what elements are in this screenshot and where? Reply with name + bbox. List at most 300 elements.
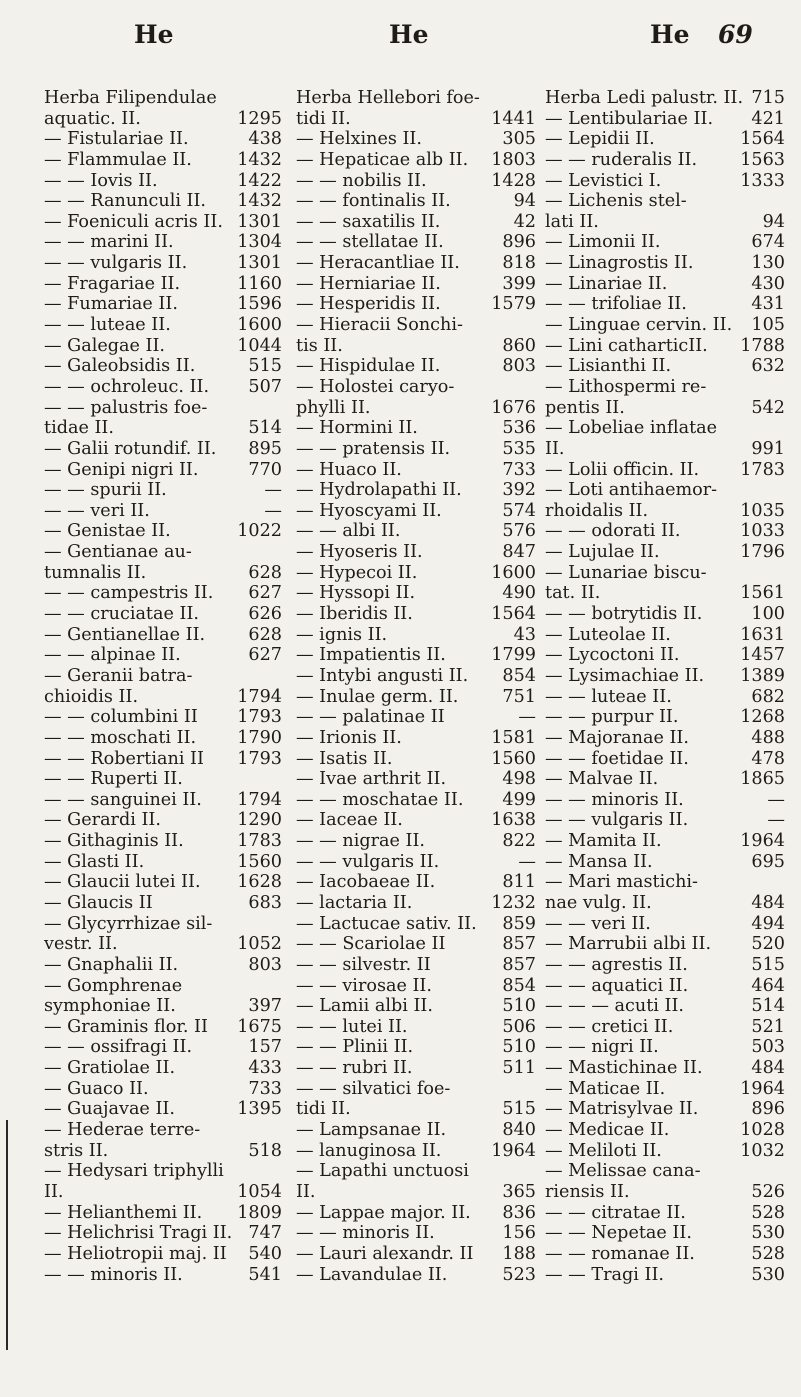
entry-page-ref: —	[767, 789, 785, 810]
entry-page-ref: —	[264, 500, 282, 521]
entry-page-ref: 530	[751, 1264, 785, 1285]
entry-page-ref: 840	[502, 1120, 536, 1141]
index-entry	[296, 872, 536, 893]
entry-name: Herba Ledi palustr. II.	[545, 88, 744, 108]
index-entry	[545, 315, 785, 336]
index-entry	[545, 852, 785, 873]
entry-page-ref: 490	[502, 583, 536, 604]
entry-page-ref: 632	[751, 356, 785, 377]
entry-page-ref: 695	[751, 851, 785, 872]
index-entry	[44, 976, 282, 997]
entry-page-ref: 747	[248, 1223, 282, 1244]
entry-name: — Limonii II.	[545, 232, 661, 253]
entry-name: — — odorati II.	[545, 521, 681, 542]
page-number: 69	[718, 20, 753, 49]
entry-name: — Gnaphalii II.	[44, 954, 179, 975]
index-entry	[44, 232, 282, 253]
entry-name: — Hedysari triphylli	[44, 1161, 224, 1182]
index-entry	[296, 893, 536, 914]
index-entry	[296, 480, 536, 501]
entry-name: — Meliloti II.	[545, 1140, 662, 1161]
index-entry	[545, 1017, 785, 1038]
index-entry	[296, 418, 536, 439]
entry-name: — — ossifragi II.	[44, 1037, 193, 1058]
entry-name: — Inulae germ. II.	[296, 686, 459, 707]
index-entry	[545, 1099, 785, 1120]
index-entry	[296, 1161, 536, 1182]
index-entry	[296, 294, 536, 315]
index-entry	[44, 914, 282, 935]
entry-name: — — spurii II.	[44, 480, 167, 501]
entry-name: chioidis II.	[44, 686, 139, 707]
entry-page-ref: 1389	[740, 665, 785, 686]
entry-name: — Helxines II.	[296, 129, 422, 150]
entry-page-ref: 488	[751, 727, 785, 748]
entry-name: — Malvae II.	[545, 769, 659, 790]
entry-page-ref: 1301	[237, 253, 282, 274]
entry-name: — Ivae arthrit II.	[296, 769, 447, 790]
entry-page-ref: 1563	[740, 149, 785, 170]
entry-name: — — palustris foe-	[44, 397, 208, 418]
entry-name: — Matrisylvae II.	[545, 1099, 699, 1120]
index-entry	[44, 769, 282, 790]
index-entry	[545, 542, 785, 563]
entry-name: — Lysimachiae II.	[545, 665, 705, 686]
entry-name: — — nigri II.	[545, 1037, 659, 1058]
entry-name: — — rubri II.	[296, 1058, 413, 1079]
index-entry	[545, 439, 785, 460]
index-entry	[296, 604, 536, 625]
entry-name: — lanuginosa II.	[296, 1140, 442, 1161]
index-entry	[545, 604, 785, 625]
entry-page-ref: 518	[248, 1140, 282, 1161]
entry-page-ref: 1783	[237, 831, 282, 852]
entry-page-ref: 857	[502, 934, 536, 955]
entry-name: — — silvestr. II	[296, 954, 431, 975]
index-entry	[44, 129, 282, 150]
entry-name: — Huaco II.	[296, 459, 402, 480]
index-entry	[44, 418, 282, 439]
index-entry	[44, 749, 282, 770]
entry-name: — — sanguinei II.	[44, 789, 202, 810]
entry-name: — Helichrisi Tragi II.	[44, 1223, 233, 1244]
entry-page-ref: 100	[751, 604, 785, 625]
entry-name: — Flammulae II.	[44, 149, 192, 170]
entry-page-ref: 860	[502, 335, 536, 356]
entry-page-ref: 526	[751, 1181, 785, 1202]
index-entry	[44, 645, 282, 666]
entry-page-ref: 510	[502, 996, 536, 1017]
entry-page-ref: 392	[502, 480, 536, 501]
entry-name: — — Ranunculi II.	[44, 191, 207, 212]
entry-page-ref: 854	[502, 665, 536, 686]
entry-name: — Fragariae II.	[44, 273, 181, 294]
index-entry	[545, 934, 785, 955]
index-entry	[296, 563, 536, 584]
entry-page-ref: 506	[502, 1016, 536, 1037]
index-entry	[44, 728, 282, 749]
index-entry	[545, 996, 785, 1017]
index-entry	[545, 191, 785, 212]
entry-name: — Majoranae II.	[545, 727, 689, 748]
index-entry	[44, 88, 282, 109]
entry-name: — — cruciatae II.	[44, 604, 199, 625]
entry-page-ref: 626	[248, 604, 282, 625]
entry-name: — Irionis II.	[296, 727, 402, 748]
entry-name: — Heracantliae II.	[296, 253, 460, 274]
index-entry	[545, 88, 785, 109]
entry-page-ref: 836	[502, 1202, 536, 1223]
entry-page-ref: 305	[502, 129, 536, 150]
index-entry	[545, 1058, 785, 1079]
index-entry	[296, 1265, 536, 1286]
header-middle-guide: He	[389, 20, 429, 49]
entry-name: — Mastichinae II.	[545, 1058, 703, 1079]
entry-name: — Iberidis II.	[296, 604, 413, 625]
entry-page-ref: 715	[751, 88, 785, 108]
index-entry	[545, 1037, 785, 1058]
entry-page-ref: 514	[751, 996, 785, 1017]
entry-page-ref: 1035	[740, 500, 785, 521]
entry-name: phylli II.	[296, 397, 371, 418]
index-entry	[44, 191, 282, 212]
entry-page-ref: 397	[248, 996, 282, 1017]
entry-page-ref: 514	[248, 418, 282, 439]
index-entry	[44, 212, 282, 233]
index-entry	[44, 996, 282, 1017]
index-column-left	[44, 88, 282, 1285]
index-entry	[296, 1244, 536, 1265]
index-entry	[44, 583, 282, 604]
entry-name: — Lycoctoni II.	[545, 645, 680, 666]
entry-name: — Isatis II.	[296, 748, 393, 769]
index-entry	[44, 1120, 282, 1141]
index-entry	[44, 439, 282, 460]
entry-page-ref: 421	[751, 108, 785, 129]
entry-page-ref: 628	[248, 562, 282, 583]
index-entry	[44, 501, 282, 522]
index-entry	[545, 790, 785, 811]
entry-page-ref: 1581	[491, 727, 536, 748]
entry-name: II.	[44, 1181, 64, 1202]
entry-name: — — saxatilis II.	[296, 211, 441, 232]
entry-name: — — ochroleuc. II.	[44, 376, 210, 397]
entry-name: — Hepaticae alb II.	[296, 149, 469, 170]
entry-name: — Holostei caryo-	[296, 376, 455, 397]
index-entry	[44, 521, 282, 542]
entry-page-ref: 1052	[237, 934, 282, 955]
entry-page-ref: 1564	[740, 129, 785, 150]
entry-page-ref: 991	[751, 438, 785, 459]
entry-name: nae vulg. II.	[545, 892, 652, 913]
index-entry	[545, 583, 785, 604]
entry-page-ref: 1600	[491, 562, 536, 583]
index-entry	[545, 687, 785, 708]
index-entry	[44, 294, 282, 315]
entry-name: — Linagrostis II.	[545, 253, 694, 274]
index-entry	[44, 955, 282, 976]
index-entry	[44, 377, 282, 398]
index-entry	[545, 129, 785, 150]
index-entry	[296, 315, 536, 336]
entry-page-ref: 530	[751, 1223, 785, 1244]
entry-name: — Lujulae II.	[545, 542, 660, 563]
entry-name: — Hyoscyami II.	[296, 500, 442, 521]
entry-page-ref: 895	[248, 438, 282, 459]
entry-page-ref: 431	[751, 294, 785, 315]
index-entry	[545, 1265, 785, 1286]
index-entry	[44, 274, 282, 295]
entry-name: — Lichenis stel-	[545, 191, 687, 212]
entry-page-ref: 520	[751, 934, 785, 955]
index-entry	[296, 934, 536, 955]
entry-page-ref: 433	[248, 1058, 282, 1079]
entry-name: — — foetidae II.	[545, 748, 689, 769]
index-entry	[44, 1182, 282, 1203]
entry-name: — Mansa II.	[545, 851, 653, 872]
running-header	[0, 20, 801, 60]
entry-page-ref: 1796	[740, 542, 785, 563]
entry-page-ref: 188	[502, 1243, 536, 1264]
entry-name: — — Scariolae II	[296, 934, 446, 955]
index-entry	[296, 398, 536, 419]
index-entry	[296, 1182, 536, 1203]
index-entry	[296, 88, 536, 109]
entry-page-ref: —	[767, 810, 785, 831]
entry-page-ref: 515	[502, 1099, 536, 1120]
entry-page-ref: 1560	[491, 748, 536, 769]
index-entry	[44, 460, 282, 481]
entry-name: II.	[545, 438, 565, 459]
entry-name: — — moschatae II.	[296, 789, 464, 810]
entry-name: — Melissae cana-	[545, 1161, 701, 1182]
index-entry	[545, 893, 785, 914]
entry-page-ref: 1793	[237, 748, 282, 769]
entry-page-ref: 811	[502, 872, 536, 893]
entry-name: — — campestris II.	[44, 583, 214, 604]
index-entry	[545, 418, 785, 439]
entry-name: — — botrytidis II.	[545, 604, 703, 625]
entry-name: — — purpur II.	[545, 707, 679, 728]
index-entry	[296, 1223, 536, 1244]
entry-name: — — stellatae II.	[296, 232, 444, 253]
index-entry	[296, 996, 536, 1017]
entry-page-ref: 494	[751, 913, 785, 934]
index-entry	[44, 253, 282, 274]
entry-name: — Lithospermi re-	[545, 376, 707, 397]
entry-name: — — cretici II.	[545, 1016, 674, 1037]
index-entry	[545, 769, 785, 790]
entry-page-ref: 1799	[491, 645, 536, 666]
entry-name: — Fistulariae II.	[44, 129, 189, 150]
entry-page-ref: 399	[502, 273, 536, 294]
entry-page-ref: 628	[248, 624, 282, 645]
index-entry	[296, 356, 536, 377]
index-entry	[296, 274, 536, 295]
entry-page-ref: 464	[751, 975, 785, 996]
index-entry	[44, 831, 282, 852]
entry-page-ref: 1803	[491, 149, 536, 170]
entry-name: stris II.	[44, 1140, 109, 1161]
index-column-middle	[296, 88, 536, 1285]
entry-name: — Fumariae II.	[44, 294, 178, 315]
entry-name: — Hieracii Sonchi-	[296, 315, 463, 336]
entry-name: — Genistae II.	[44, 521, 171, 542]
entry-page-ref: 1560	[237, 851, 282, 872]
entry-name: — Lapathi unctuosi	[296, 1161, 469, 1182]
entry-page-ref: 1964	[740, 1078, 785, 1099]
index-entry	[296, 769, 536, 790]
entry-name: — Lolii officin. II.	[545, 459, 700, 480]
entry-page-ref: 1457	[740, 645, 785, 666]
index-entry	[44, 109, 282, 130]
index-entry	[296, 810, 536, 831]
entry-name: — — virosae II.	[296, 975, 432, 996]
index-entry	[44, 872, 282, 893]
entry-name: — — moschati II.	[44, 727, 197, 748]
entry-page-ref: 484	[751, 892, 785, 913]
index-entry	[545, 150, 785, 171]
index-entry	[545, 666, 785, 687]
index-entry	[44, 150, 282, 171]
entry-name: — — vulgaris II.	[545, 810, 689, 831]
entry-page-ref: 498	[502, 769, 536, 790]
entry-page-ref: 1333	[740, 170, 785, 191]
entry-name: Herba Filipendulae	[44, 88, 217, 108]
entry-name: — — veri II.	[44, 500, 150, 521]
index-entry	[44, 604, 282, 625]
entry-name: — Galeobsidis II.	[44, 356, 196, 377]
entry-name: — Hesperidis II.	[296, 294, 441, 315]
entry-page-ref: 1022	[237, 521, 282, 542]
index-entry	[296, 253, 536, 274]
index-entry	[296, 976, 536, 997]
entry-name: — Iaceae II.	[296, 810, 403, 831]
entry-name: — Iacobaeae II.	[296, 872, 436, 893]
entry-page-ref: 1295	[237, 108, 282, 129]
entry-page-ref: 1964	[740, 831, 785, 852]
index-entry	[296, 439, 536, 460]
index-entry	[44, 398, 282, 419]
entry-page-ref: 1783	[740, 459, 785, 480]
entry-page-ref: 507	[248, 376, 282, 397]
entry-page-ref: 1809	[237, 1202, 282, 1223]
entry-name: — Guajavae II.	[44, 1099, 175, 1120]
entry-name: tis II.	[296, 335, 343, 356]
entry-page-ref: 499	[502, 789, 536, 810]
entry-name: — — luteae II.	[44, 315, 171, 336]
index-entry	[545, 1203, 785, 1224]
entry-name: — Lunariae biscu-	[545, 562, 707, 583]
entry-name: — — Plinii II.	[296, 1037, 414, 1058]
index-entry	[545, 336, 785, 357]
index-entry	[545, 521, 785, 542]
entry-page-ref: 1432	[237, 191, 282, 212]
entry-page-ref: 1788	[740, 335, 785, 356]
index-entry	[44, 790, 282, 811]
index-entry	[545, 872, 785, 893]
index-entry	[296, 109, 536, 130]
entry-name: — Linariae II.	[545, 273, 668, 294]
index-entry	[296, 1099, 536, 1120]
entry-page-ref: —	[518, 707, 536, 728]
entry-name: lati II.	[545, 211, 599, 232]
entry-name: — — luteae II.	[545, 686, 672, 707]
index-entry	[545, 398, 785, 419]
entry-name: — Lini catharticII.	[545, 335, 708, 356]
entry-page-ref: 438	[248, 129, 282, 150]
entry-name: — Impatientis II.	[296, 645, 446, 666]
entry-page-ref: 156	[502, 1223, 536, 1244]
entry-name: — Lappae major. II.	[296, 1202, 471, 1223]
entry-page-ref: 682	[751, 686, 785, 707]
entry-name: — — veri II.	[545, 913, 651, 934]
index-entry	[545, 480, 785, 501]
entry-page-ref: 542	[751, 397, 785, 418]
index-entry	[545, 377, 785, 398]
index-entry	[545, 831, 785, 852]
entry-name: — Lampsanae II.	[296, 1120, 447, 1141]
index-entry	[44, 1244, 282, 1265]
entry-page-ref: 535	[502, 438, 536, 459]
entry-name: — Marrubii albi II.	[545, 934, 712, 955]
entry-name: — Linguae cervin. II.	[545, 315, 733, 336]
entry-page-ref: 803	[502, 356, 536, 377]
index-entry	[296, 1037, 536, 1058]
entry-page-ref: 1422	[237, 170, 282, 191]
entry-name: II.	[296, 1181, 316, 1202]
entry-page-ref: 859	[502, 913, 536, 934]
entry-page-ref: 157	[248, 1037, 282, 1058]
index-entry	[296, 852, 536, 873]
entry-page-ref: 683	[248, 892, 282, 913]
index-entry	[44, 687, 282, 708]
index-entry	[296, 583, 536, 604]
entry-page-ref: 1432	[237, 149, 282, 170]
entry-name: — Gomphrenae	[44, 975, 183, 996]
index-entry	[296, 501, 536, 522]
entry-page-ref: 94	[762, 211, 785, 232]
entry-name: — Lamii albi II.	[296, 996, 433, 1017]
index-entry	[545, 645, 785, 666]
index-entry	[296, 336, 536, 357]
entry-name: — Glaucii lutei II.	[44, 872, 201, 893]
index-entry	[296, 707, 536, 728]
entry-name: — — citratae II.	[545, 1202, 686, 1223]
entry-page-ref: 1395	[237, 1099, 282, 1120]
entry-name: — Medicae II.	[545, 1120, 670, 1141]
index-entry	[545, 274, 785, 295]
entry-name: — Maticae II.	[545, 1078, 666, 1099]
index-entry	[296, 150, 536, 171]
index-entry	[296, 191, 536, 212]
entry-page-ref: 1232	[491, 892, 536, 913]
entry-name: — — fontinalis II.	[296, 191, 451, 212]
index-entry	[296, 728, 536, 749]
index-entry	[296, 687, 536, 708]
entry-name: Herba Hellebori foe-	[296, 88, 480, 108]
entry-page-ref: 484	[751, 1058, 785, 1079]
index-entry	[545, 749, 785, 770]
entry-name: — ignis II.	[296, 624, 388, 645]
entry-page-ref: 1561	[740, 583, 785, 604]
index-entry	[296, 831, 536, 852]
entry-page-ref: 1600	[237, 315, 282, 336]
index-entry	[296, 955, 536, 976]
entry-name: — Genipi nigri II.	[44, 459, 199, 480]
index-entry	[44, 707, 282, 728]
entry-page-ref: 1032	[740, 1140, 785, 1161]
